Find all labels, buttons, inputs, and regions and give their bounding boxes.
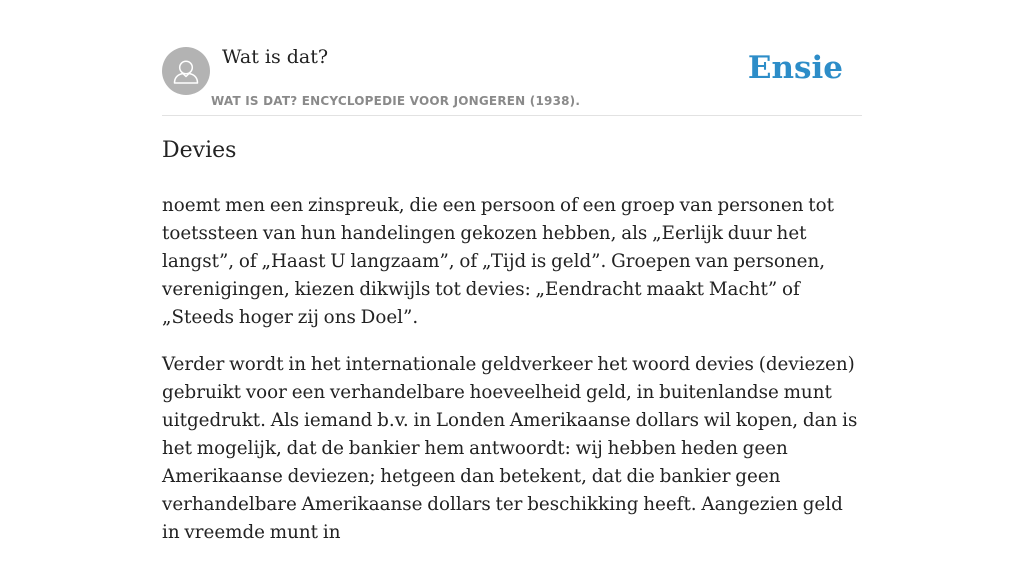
user-silhouette-icon — [162, 47, 210, 95]
avatar[interactable] — [162, 47, 210, 95]
source-subtitle: WAT IS DAT? ENCYCLOPEDIE VOOR JONGEREN (1938). — [211, 94, 581, 108]
source-title[interactable]: Wat is dat? — [222, 46, 329, 68]
article-body — [162, 192, 862, 566]
brand-logo[interactable]: Ensie — [747, 50, 843, 86]
article-paragraph: noemt men een zinspreuk, die een persoon of een groep van personen tot toetssteen van hun handelingen gekozen hebben, als „Eerlijk duur het langst”, of „Haast U langzaam”, of „Tijd is geld”. Groepen van personen, verenigingen, kiezen dikwijls tot devies: „Eendracht maakt Macht” of „Steeds hoger zij ons Doel”. — [162, 195, 834, 328]
article-title: Devies — [162, 138, 237, 163]
article-paragraph: Verder wordt in het internationale geldverkeer het woord devies (deviezen) gebruikt voor een verhandelbare hoeveelheid geld, in buitenlandse munt uitgedrukt. Als iemand b.v. in Londen Amerikaanse dollars wil kopen, dan is het mogelijk, dat de bankier hem antwoordt: wij hebben heden geen Amerikaanse deviezen; hetgeen dan betekent, dat die bankier geen verhandelbare Amerikaanse dollars ter beschikking heeft. Aangezien geld in vreemde munt in — [162, 354, 858, 543]
source-header — [162, 44, 862, 116]
